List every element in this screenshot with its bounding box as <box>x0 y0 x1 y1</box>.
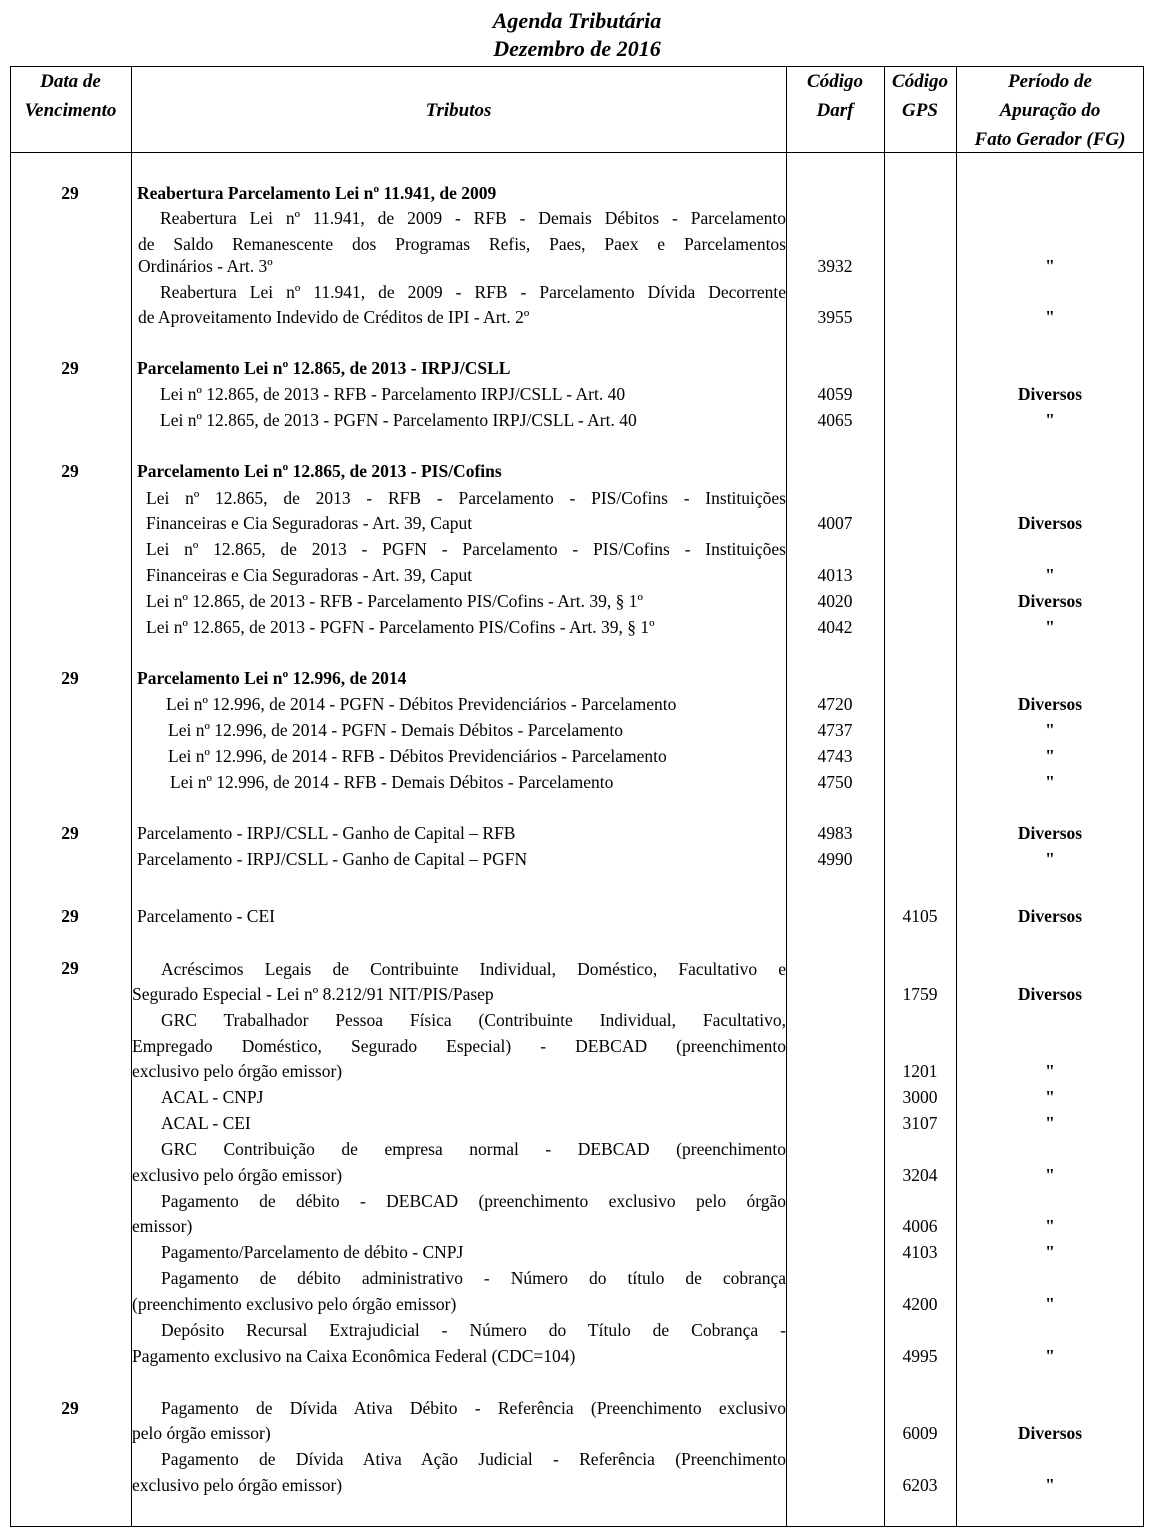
periodo-ditto: " <box>1045 307 1055 327</box>
codigo-darf: 4013 <box>817 565 853 585</box>
tributo-line: Empregado Doméstico, Segurado Especial) - DEBCAD (preenchimento <box>132 1036 786 1056</box>
codigo-darf: 3955 <box>817 307 853 327</box>
tributo-line: Pagamento/Parcelamento de débito - CNPJ <box>161 1242 464 1262</box>
header-line: Código <box>807 71 863 92</box>
tributo-line: Pagamento exclusivo na Caixa Econômica Federal (CDC=104) <box>132 1346 576 1366</box>
codigo-darf: 4983 <box>817 823 853 843</box>
tributo-line: Pagamento de débito - DEBCAD (preenchimento exclusivo pelo órgão <box>161 1191 786 1211</box>
header-tributos: Tributos <box>425 100 492 121</box>
codigo-gps: 3204 <box>902 1165 938 1185</box>
tributo-line: pelo órgão emissor) <box>132 1423 271 1443</box>
tributo-line: Lei nº 12.996, de 2014 - PGFN - Débitos Previdenciários - Parcelamento <box>166 694 677 714</box>
codigo-gps: 1201 <box>902 1061 938 1081</box>
tributo-line: Reabertura Lei nº 11.941, de 2009 - RFB - Demais Débitos - Parcelamento <box>160 208 786 228</box>
codigo-darf: 4042 <box>817 617 853 637</box>
periodo-diversos: Diversos <box>1017 591 1083 611</box>
page-title: Agenda Tributária <box>492 8 662 33</box>
tributo-line: (preenchimento exclusivo pelo órgão emissor) <box>132 1294 457 1314</box>
due-date: 29 <box>61 183 79 203</box>
header-codigo-darf <box>786 67 884 125</box>
codigo-darf: 3932 <box>817 256 853 276</box>
tributo-line: exclusivo pelo órgão emissor) <box>132 1165 343 1185</box>
periodo-ditto: " <box>1045 1475 1055 1495</box>
tributo-line: de Aproveitamento Indevido de Créditos de IPI - Art. 2º <box>138 307 530 327</box>
tributo-line: Lei nº 12.865, de 2013 - RFB - Parcelamento PIS/Cofins - Art. 39, § 1º <box>146 591 643 611</box>
header-line: Período de <box>1008 71 1092 92</box>
due-date: 29 <box>61 823 79 843</box>
codigo-darf: 4007 <box>817 513 853 533</box>
periodo-ditto: " <box>1045 410 1055 430</box>
tributo-line: Lei nº 12.865, de 2013 - PGFN - Parcelamento PIS/Cofins - Art. 39, § 1º <box>146 617 655 637</box>
codigo-gps: 4200 <box>902 1294 938 1314</box>
periodo-diversos: Diversos <box>1017 1423 1083 1443</box>
due-date: 29 <box>61 958 79 978</box>
tributo-line: GRC Trabalhador Pessoa Física (Contribuinte Individual, Facultativo, <box>161 1010 786 1030</box>
due-date: 29 <box>61 358 79 378</box>
periodo-ditto: " <box>1045 565 1055 585</box>
tributo-line: de Saldo Remanescente dos Programas Refis, Paes, Paex e Parcelamentos <box>138 234 786 254</box>
periodo-diversos: Diversos <box>1017 694 1083 714</box>
tributo-line: Parcelamento - IRPJ/CSLL - Ganho de Capital – RFB <box>137 823 516 843</box>
tributo-line: Ordinários - Art. 3º <box>138 256 273 276</box>
tributo-line: Segurado Especial - Lei nº 8.212/91 NIT/PIS/Pasep <box>132 984 494 1004</box>
tributo-line: Reabertura Lei nº 11.941, de 2009 - RFB - Parcelamento Dívida Decorrente <box>160 282 786 302</box>
codigo-gps: 4103 <box>902 1242 938 1262</box>
tributo-line: Lei nº 12.865, de 2013 - RFB - Parcelamento - PIS/Cofins - Instituições <box>146 488 786 508</box>
periodo-ditto: " <box>1045 1061 1055 1081</box>
header-line: Apuração do <box>999 100 1101 121</box>
header-line: Fato Gerador (FG) <box>974 129 1126 150</box>
periodo-ditto: " <box>1045 1216 1055 1236</box>
column-divider <box>786 66 787 1527</box>
tributo-line: ACAL - CNPJ <box>161 1087 264 1107</box>
periodo-ditto: " <box>1045 746 1055 766</box>
tributo-line: exclusivo pelo órgão emissor) <box>132 1475 343 1495</box>
codigo-gps: 1759 <box>902 984 938 1004</box>
tributo-line: Lei nº 12.865, de 2013 - RFB - Parcelamento IRPJ/CSLL - Art. 40 <box>160 384 626 404</box>
header-line: Código <box>892 71 948 92</box>
periodo-ditto: " <box>1045 772 1055 792</box>
header-line: Vencimento <box>24 100 117 121</box>
tributo-line: exclusivo pelo órgão emissor) <box>132 1061 343 1081</box>
periodo-ditto: " <box>1045 617 1055 637</box>
tributo-line: Financeiras e Cia Seguradoras - Art. 39, Caput <box>146 513 473 533</box>
codigo-gps: 3107 <box>902 1113 938 1133</box>
codigo-gps: 4105 <box>902 906 938 926</box>
codigo-darf: 4743 <box>817 746 853 766</box>
page-subtitle: Dezembro de 2016 <box>493 36 661 61</box>
tributo-line: Parcelamento - CEI <box>137 906 276 926</box>
periodo-ditto: " <box>1045 1242 1055 1262</box>
group-heading: Parcelamento Lei nº 12.865, de 2013 - PIS/Cofins <box>137 461 502 481</box>
periodo-diversos: Diversos <box>1017 984 1083 1004</box>
group-heading: Parcelamento Lei nº 12.865, de 2013 - IRPJ/CSLL <box>137 358 511 378</box>
tributo-line: GRC Contribuição de empresa normal - DEBCAD (preenchimento <box>161 1139 786 1159</box>
codigo-gps: 4006 <box>902 1216 938 1236</box>
tributo-line: Lei nº 12.865, de 2013 - PGFN - Parcelamento IRPJ/CSLL - Art. 40 <box>160 410 637 430</box>
codigo-darf: 4990 <box>817 849 853 869</box>
tributo-line: Depósito Recursal Extrajudicial - Número do Título de Cobrança - <box>161 1320 786 1340</box>
codigo-darf: 4020 <box>817 591 853 611</box>
group-heading: Reabertura Parcelamento Lei nº 11.941, de 2009 <box>137 183 497 203</box>
tributo-line: Lei nº 12.996, de 2014 - PGFN - Demais Débitos - Parcelamento <box>168 720 623 740</box>
periodo-ditto: " <box>1045 1294 1055 1314</box>
group-heading: Parcelamento Lei nº 12.996, de 2014 <box>137 668 407 688</box>
codigo-gps: 4995 <box>902 1346 938 1366</box>
codigo-darf: 4750 <box>817 772 853 792</box>
tributo-line: Pagamento de Dívida Ativa Débito - Referência (Preenchimento exclusivo <box>161 1398 786 1418</box>
codigo-darf: 4737 <box>817 720 853 740</box>
tributo-line: Lei nº 12.865, de 2013 - PGFN - Parcelamento - PIS/Cofins - Instituições <box>146 539 786 559</box>
periodo-ditto: " <box>1045 1165 1055 1185</box>
periodo-ditto: " <box>1045 1113 1055 1133</box>
periodo-ditto: " <box>1045 1346 1055 1366</box>
codigo-gps: 6203 <box>902 1475 938 1495</box>
codigo-darf: 4065 <box>817 410 853 430</box>
header-codigo-gps <box>884 67 956 125</box>
header-line: GPS <box>902 100 938 121</box>
codigo-gps: 3000 <box>902 1087 938 1107</box>
periodo-ditto: " <box>1045 849 1055 869</box>
tributo-line: Pagamento de Dívida Ativa Ação Judicial - Referência (Preenchimento <box>161 1449 786 1469</box>
periodo-ditto: " <box>1045 1087 1055 1107</box>
periodo-diversos: Diversos <box>1017 823 1083 843</box>
tributo-line: Acréscimos Legais de Contribuinte Individual, Doméstico, Facultativo e <box>161 959 786 979</box>
tributo-line: Pagamento de débito administrativo - Número do título de cobrança <box>161 1268 786 1288</box>
codigo-darf: 4059 <box>817 384 853 404</box>
due-date: 29 <box>61 668 79 688</box>
tributo-line: Parcelamento - IRPJ/CSLL - Ganho de Capital – PGFN <box>137 849 528 869</box>
header-data-vencimento <box>10 67 131 125</box>
due-date: 29 <box>61 906 79 926</box>
tributo-line: Financeiras e Cia Seguradoras - Art. 39, Caput <box>146 565 473 585</box>
header-periodo-apuracao <box>956 67 1144 154</box>
due-date: 29 <box>61 1398 79 1418</box>
periodo-diversos: Diversos <box>1017 384 1083 404</box>
periodo-diversos: Diversos <box>1017 513 1083 533</box>
header-line: Darf <box>816 100 854 121</box>
codigo-darf: 4720 <box>817 694 853 714</box>
tributo-line: Lei nº 12.996, de 2014 - RFB - Débitos Previdenciários - Parcelamento <box>168 746 667 766</box>
due-date: 29 <box>61 461 79 481</box>
codigo-gps: 6009 <box>902 1423 938 1443</box>
tributo-line: Lei nº 12.996, de 2014 - RFB - Demais Débitos - Parcelamento <box>170 772 614 792</box>
periodo-ditto: " <box>1045 256 1055 276</box>
periodo-ditto: " <box>1045 720 1055 740</box>
periodo-diversos: Diversos <box>1017 906 1083 926</box>
header-line: Data de <box>40 71 101 92</box>
tributo-line: ACAL - CEI <box>161 1113 251 1133</box>
tributo-line: emissor) <box>132 1216 193 1236</box>
